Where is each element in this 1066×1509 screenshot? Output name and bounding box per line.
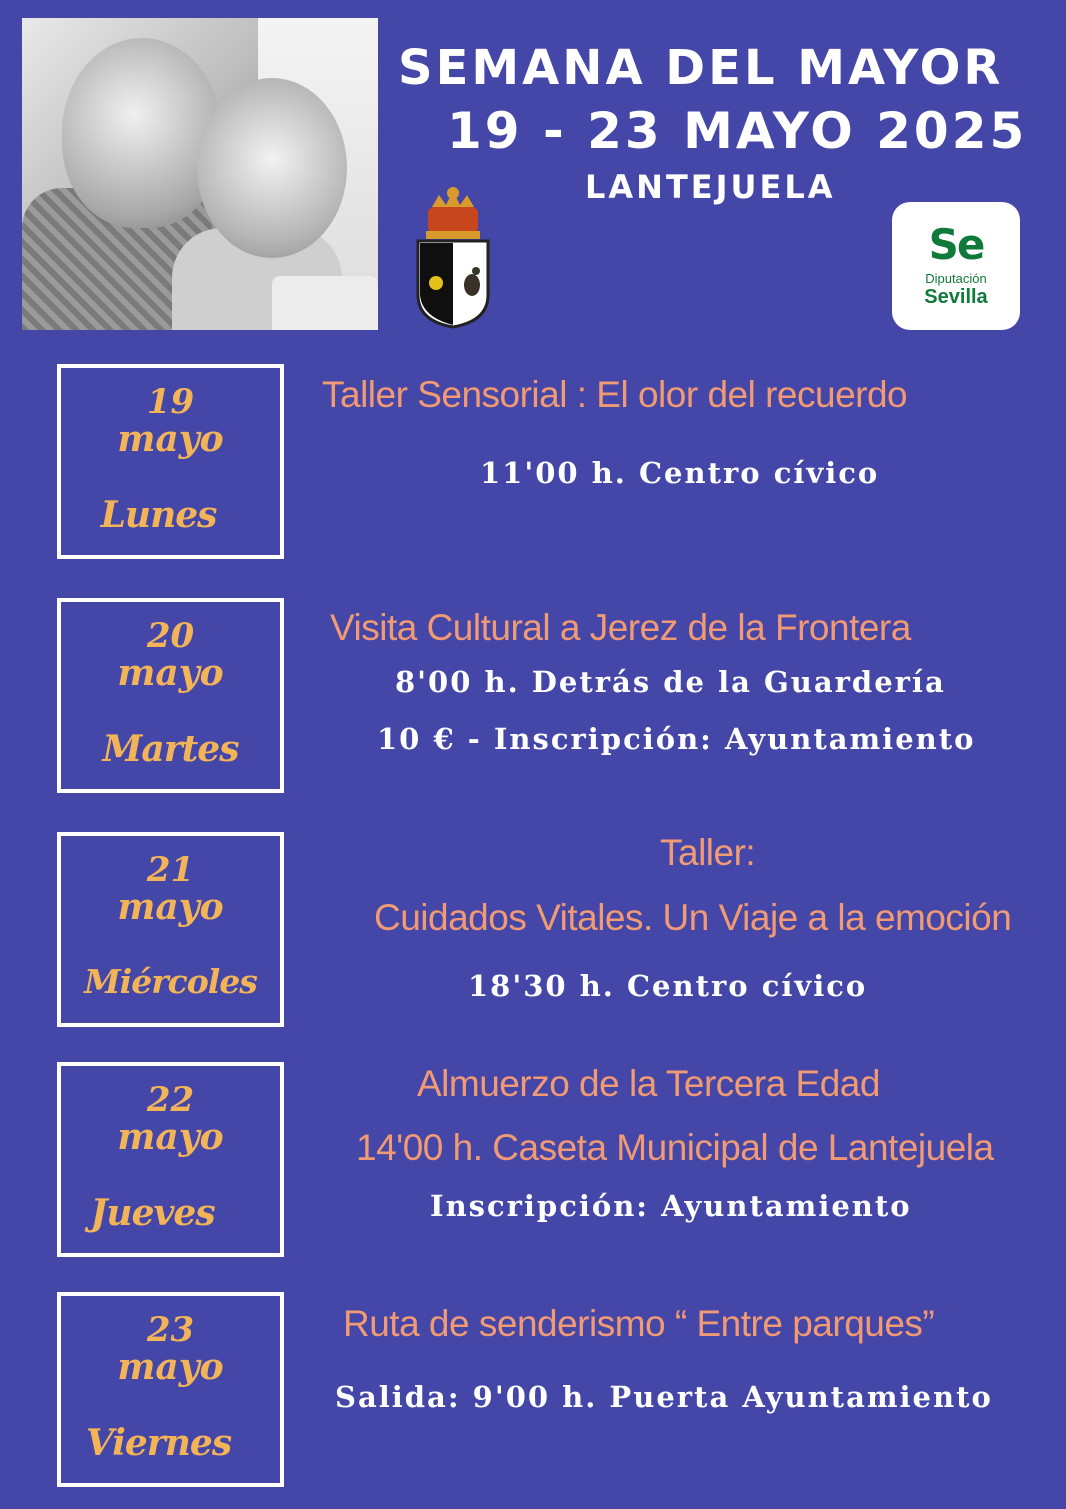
diputacion-label: Diputación bbox=[925, 271, 987, 286]
day-box-20 bbox=[57, 598, 284, 793]
event-4-title: Almuerzo de la Tercera Edad bbox=[417, 1063, 880, 1104]
event-1-info: 11'00 h. Centro cívico bbox=[480, 456, 880, 490]
day-weekday: Miércoles bbox=[84, 962, 257, 1001]
day-number: 21 bbox=[146, 850, 195, 890]
day-box-21 bbox=[57, 832, 284, 1027]
day-number: 20 bbox=[146, 616, 195, 656]
event-2-title: Visita Cultural a Jerez de la Frontera bbox=[330, 607, 911, 648]
sevilla-label: Sevilla bbox=[924, 286, 988, 308]
day-month: mayo bbox=[117, 652, 224, 694]
diputacion-sevilla-logo bbox=[892, 202, 1020, 330]
day-box-23 bbox=[57, 1292, 284, 1487]
event-title: SEMANA DEL MAYOR bbox=[398, 40, 1004, 96]
town-name: LANTEJUELA bbox=[585, 168, 836, 206]
day-weekday: Lunes bbox=[100, 494, 217, 536]
event-3-info: 18'30 h. Centro cívico bbox=[468, 969, 868, 1003]
event-4-time-place: 14'00 h. Caseta Municipal de Lantejuela bbox=[356, 1127, 994, 1168]
day-box-22 bbox=[57, 1062, 284, 1257]
day-month: mayo bbox=[117, 1346, 224, 1388]
day-weekday: Martes bbox=[102, 728, 239, 770]
event-1-title: Taller Sensorial : El olor del recuerdo bbox=[322, 374, 908, 415]
event-2-time-place: 8'00 h. Detrás de la Guardería bbox=[395, 665, 946, 699]
event-3-subtitle: Cuidados Vitales. Un Viaje a la emoción bbox=[374, 897, 1012, 938]
event-5-title: Ruta de senderismo “ Entre parques” bbox=[343, 1303, 935, 1344]
day-month: mayo bbox=[117, 418, 224, 460]
day-month: mayo bbox=[117, 886, 224, 928]
day-weekday: Jueves bbox=[90, 1192, 215, 1234]
event-3-title: Taller: bbox=[660, 832, 756, 873]
town-crest-icon bbox=[414, 185, 492, 330]
day-month: mayo bbox=[117, 1116, 224, 1158]
event-dates: 19 - 23 MAYO 2025 bbox=[447, 102, 1028, 160]
day-number: 22 bbox=[146, 1080, 195, 1120]
day-weekday: Viernes bbox=[85, 1422, 232, 1464]
event-5-info: Salida: 9'00 h. Puerta Ayuntamiento bbox=[335, 1380, 993, 1414]
event-4-registration: Inscripción: Ayuntamiento bbox=[430, 1189, 912, 1223]
diputacion-logo-mark: Se bbox=[928, 220, 984, 269]
day-number: 19 bbox=[146, 382, 195, 422]
day-box-19 bbox=[57, 364, 284, 559]
day-number: 23 bbox=[146, 1310, 195, 1350]
event-2-price-registration: 10 € - Inscripción: Ayuntamiento bbox=[377, 722, 976, 756]
elderly-couple-photo bbox=[22, 18, 378, 330]
